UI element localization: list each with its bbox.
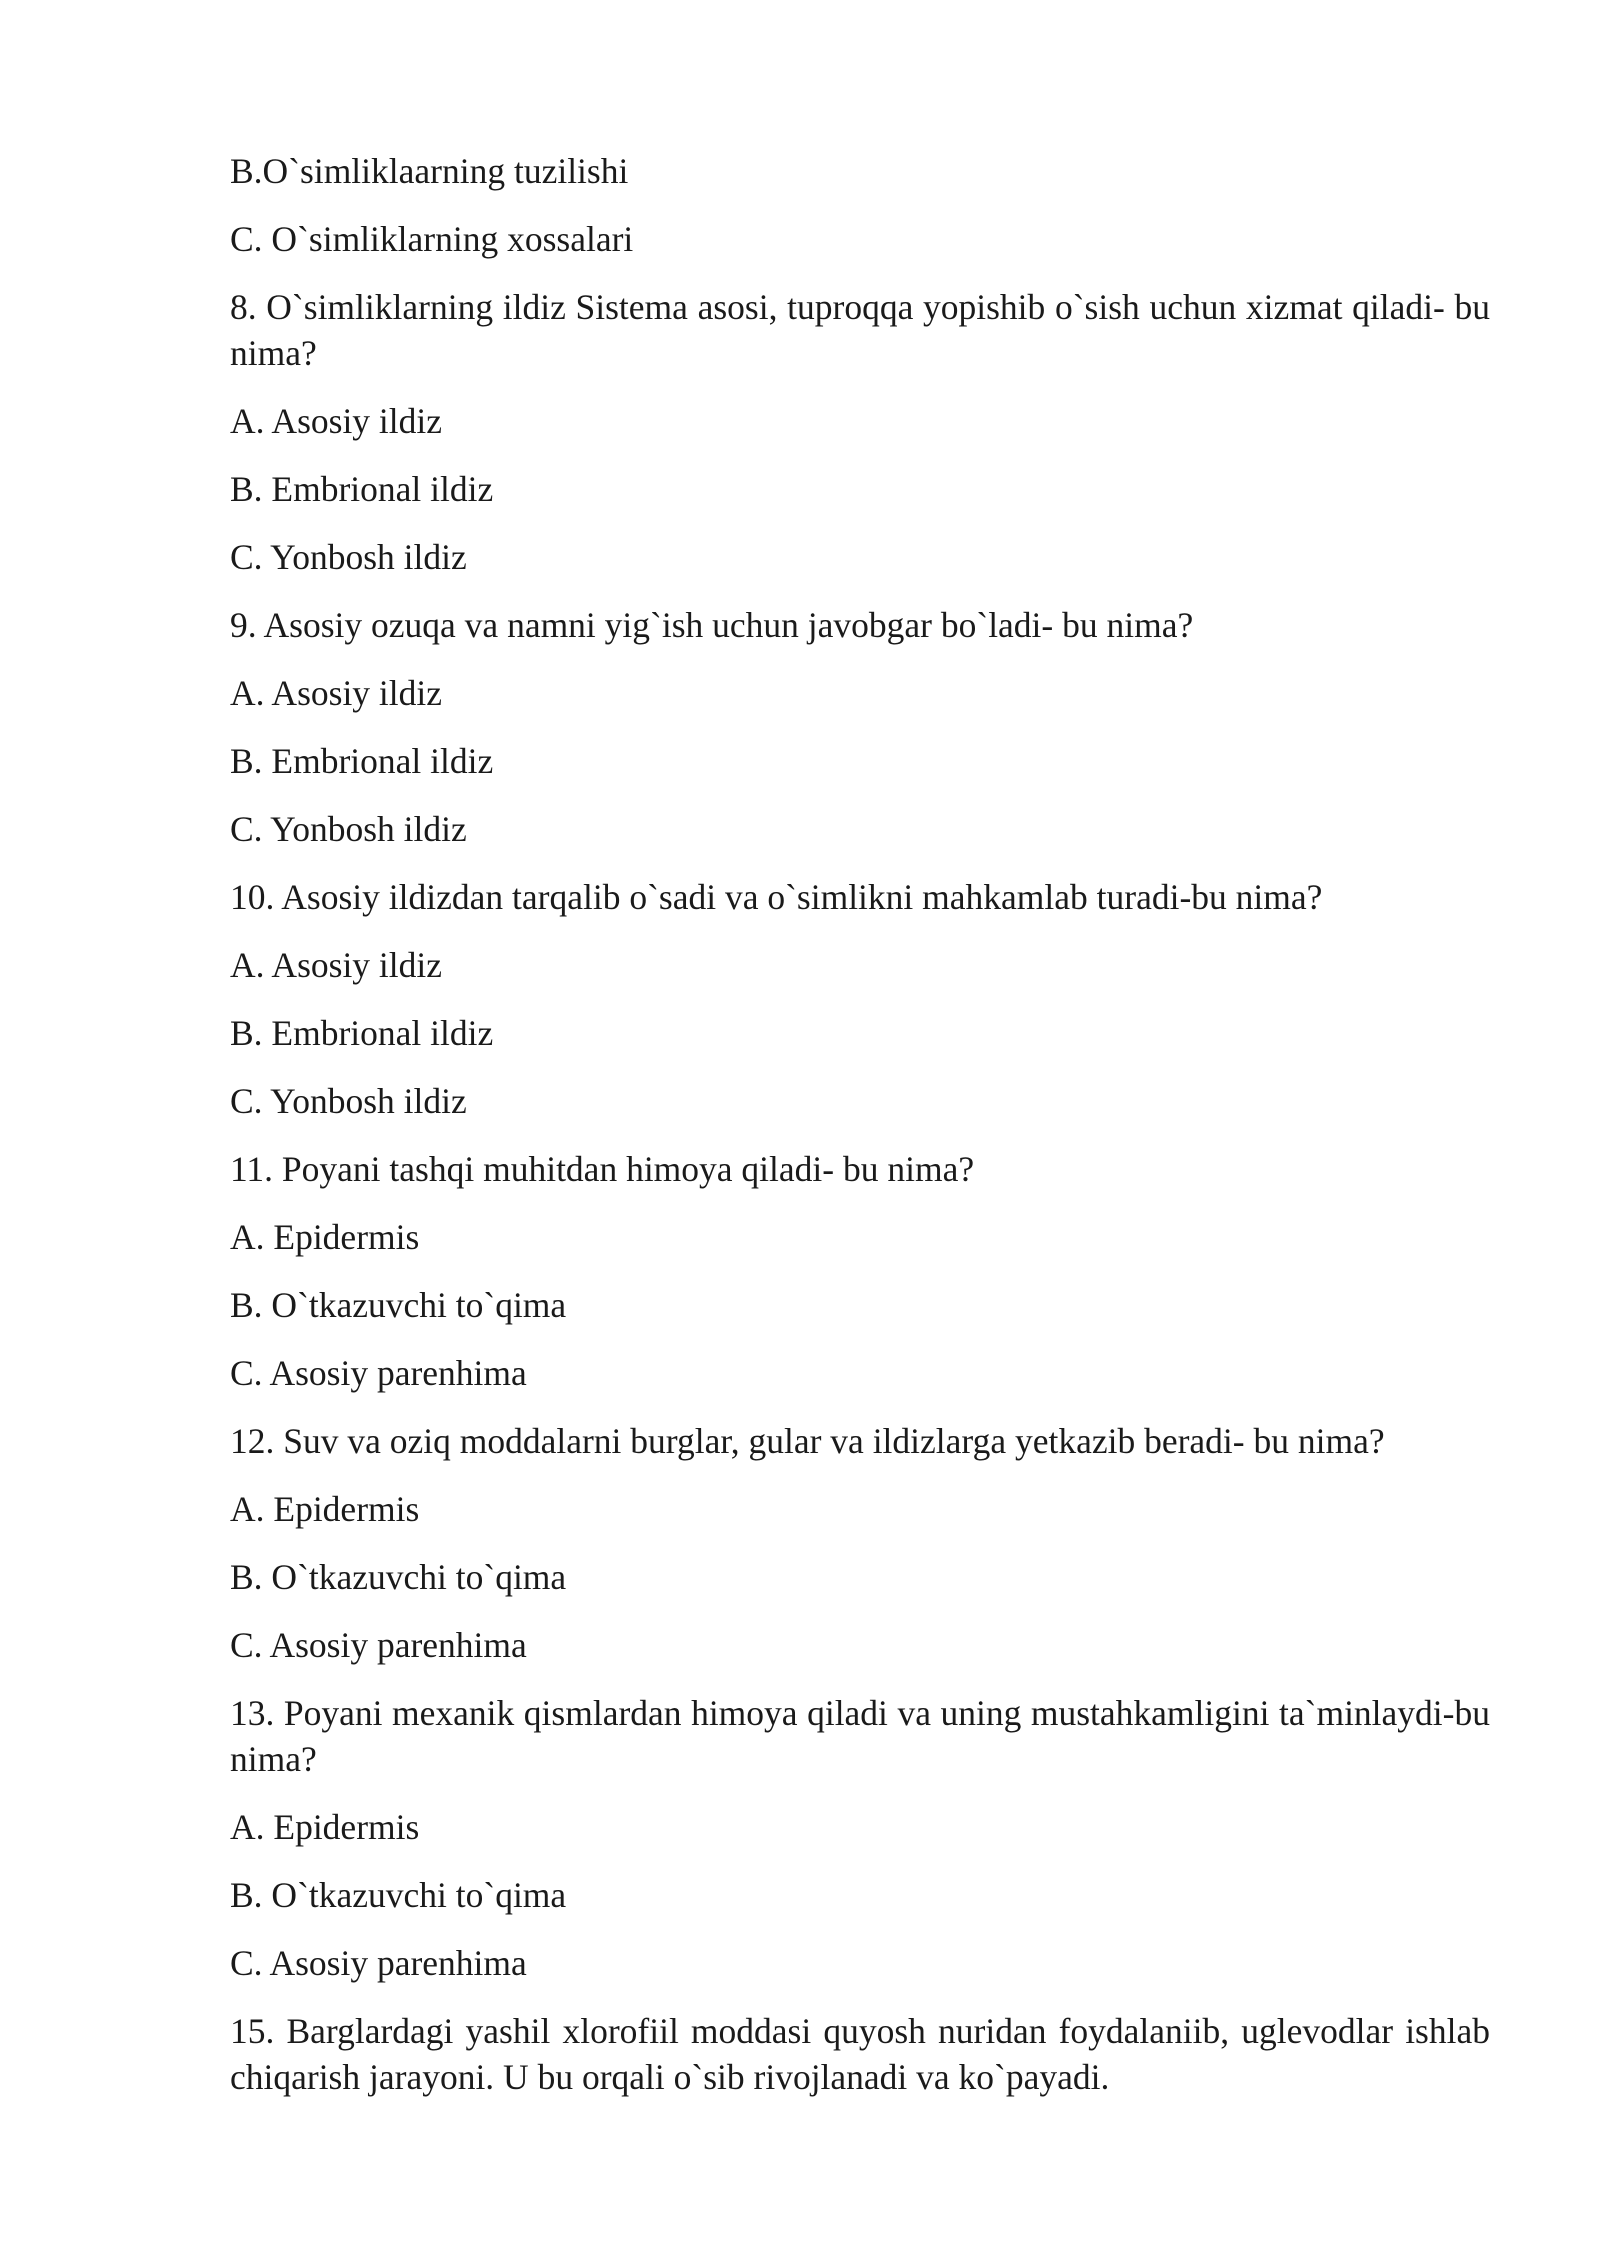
question-text: 15. Barglardagi yashil xlorofiil moddasi quyosh nuridan foydalaniib, uglevodlar ishlab chiqarish jarayoni. U bu orqali o`sib rivojlanadi va ko`payadi. bbox=[230, 2011, 1490, 2097]
answer-option: A. Asosiy ildiz bbox=[230, 401, 443, 441]
document-page bbox=[230, 148, 1490, 2122]
answer-option: B. Embrional ildiz bbox=[230, 1013, 494, 1053]
answer-option: C. Yonbosh ildiz bbox=[230, 537, 467, 577]
answer-option: C. Asosiy parenhima bbox=[230, 1353, 527, 1393]
answer-option: B. Embrional ildiz bbox=[230, 741, 494, 781]
answer-option: A. Epidermis bbox=[230, 1217, 420, 1257]
answer-option: A. Asosiy ildiz bbox=[230, 673, 443, 713]
question-text: 13. Poyani mexanik qismlardan himoya qiladi va uning mustahkamligini ta`minlaydi-bu nima? bbox=[230, 1693, 1490, 1779]
answer-option: C. Yonbosh ildiz bbox=[230, 809, 467, 849]
question-text: 10. Asosiy ildizdan tarqalib o`sadi va o`simlikni mahkamlab turadi-bu nima? bbox=[230, 877, 1323, 917]
question-text: 8. O`simliklarning ildiz Sistema asosi, tuproqqa yopishib o`sish uchun xizmat qiladi- bu nima? bbox=[230, 287, 1490, 373]
question-text: 11. Poyani tashqi muhitdan himoya qiladi- bu nima? bbox=[230, 1149, 975, 1189]
answer-option: C. Asosiy parenhima bbox=[230, 1943, 527, 1983]
answer-option: B. Embrional ildiz bbox=[230, 469, 494, 509]
answer-option: C. Yonbosh ildiz bbox=[230, 1081, 467, 1121]
answer-option: B.O`simliklaarning tuzilishi bbox=[230, 151, 629, 191]
answer-option: C. Asosiy parenhima bbox=[230, 1625, 527, 1665]
answer-option: B. O`tkazuvchi to`qima bbox=[230, 1875, 567, 1915]
answer-option: A. Epidermis bbox=[230, 1807, 420, 1847]
question-text: 9. Asosiy ozuqa va namni yig`ish uchun javobgar bo`ladi- bu nima? bbox=[230, 605, 1194, 645]
question-text: 12. Suv va oziq moddalarni burglar, gular va ildizlarga yetkazib beradi- bu nima? bbox=[230, 1421, 1385, 1461]
answer-option: C. O`simliklarning xossalari bbox=[230, 219, 634, 259]
answer-option: A. Asosiy ildiz bbox=[230, 945, 443, 985]
answer-option: B. O`tkazuvchi to`qima bbox=[230, 1285, 567, 1325]
answer-option: A. Epidermis bbox=[230, 1489, 420, 1529]
answer-option: B. O`tkazuvchi to`qima bbox=[230, 1557, 567, 1597]
